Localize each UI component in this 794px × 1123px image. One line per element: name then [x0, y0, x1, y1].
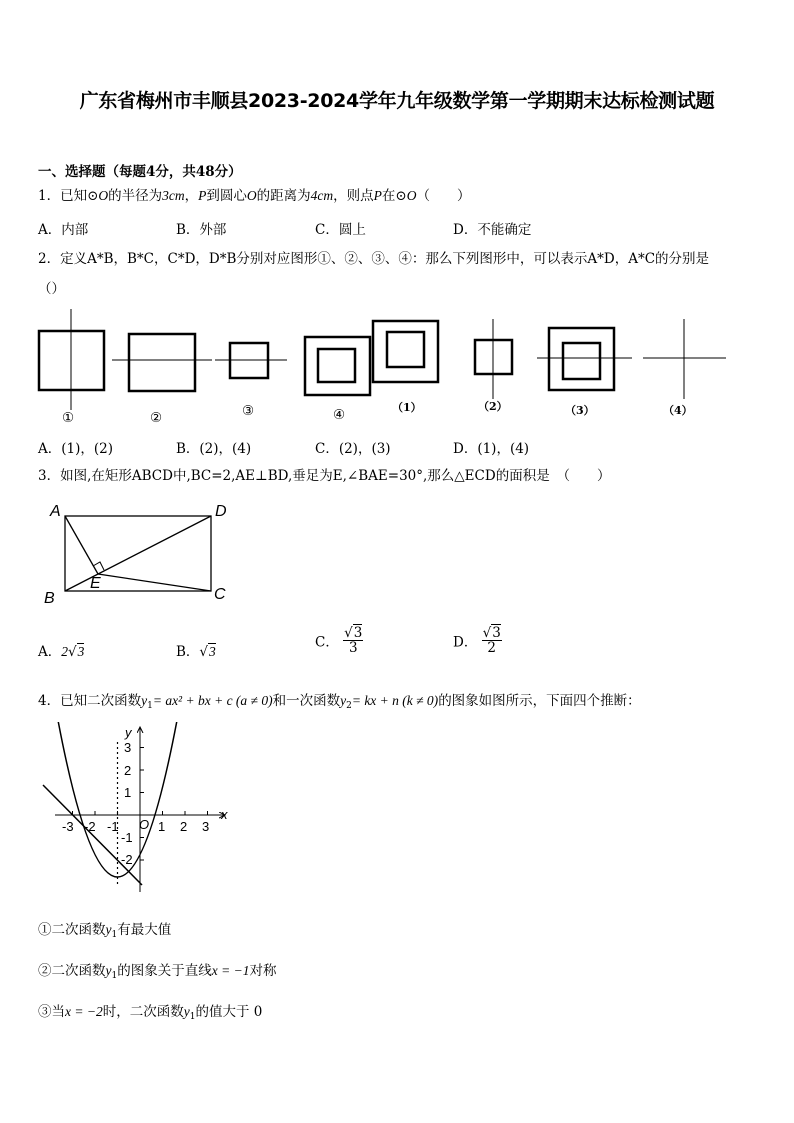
figure-label-c: （3）	[565, 404, 595, 417]
figure-label-d: （4）	[663, 404, 693, 417]
x-tick-label: -3	[62, 819, 74, 834]
q2-option-c[interactable]: C．(2)，(3)	[315, 441, 391, 457]
q1-option-a[interactable]: A．内部	[38, 222, 89, 238]
q4-text: 4．已知二次函数	[38, 693, 142, 709]
figure-a-outer	[373, 321, 438, 382]
option-prefix: D．	[453, 634, 478, 651]
q1-text: 到圆心	[206, 188, 247, 204]
segment-ae	[65, 516, 98, 574]
fraction	[343, 626, 363, 655]
question-1	[38, 187, 470, 205]
y-tick-label: 3	[124, 740, 132, 755]
sqrt-icon: √	[68, 644, 77, 660]
sqrt-icon: √	[482, 625, 492, 641]
option-prefix: A．	[38, 644, 62, 660]
label-b: B	[44, 590, 55, 607]
question-2-text: 2．定义A*B，B*C，C*D，D*B分别对应图形①、②、③、④：那么下列图形中，可以表示A*D，A*C的分别是	[38, 251, 710, 267]
x-tick-label: -2	[84, 819, 96, 834]
statement-1	[38, 921, 171, 944]
q3-option-b[interactable]	[176, 640, 216, 660]
var-y2: y	[340, 693, 347, 708]
label-d: D	[215, 503, 227, 520]
radius-value: 3cm	[162, 188, 185, 203]
option-prefix: B．	[176, 644, 200, 660]
figure-4-outer	[305, 337, 370, 395]
rectangle-figure	[30, 495, 250, 610]
var-o: O	[406, 188, 417, 203]
var-y1: y	[141, 693, 148, 708]
figure-a-inner	[387, 332, 424, 367]
var-p: P	[373, 188, 382, 203]
figure-label-2: ②	[150, 410, 163, 426]
q1-text: （ ）	[416, 188, 471, 204]
denominator: 2	[487, 640, 497, 656]
q1-option-c[interactable]: C．圆上	[315, 222, 366, 238]
statement-text: ①二次函数	[38, 922, 106, 938]
subscript: 1	[111, 971, 118, 981]
label-c: C	[214, 586, 226, 603]
figure-c-outer	[549, 328, 614, 390]
q2-option-d[interactable]: D．(1)，(4)	[453, 441, 530, 457]
option-prefix: C．	[315, 634, 339, 651]
q2-option-b[interactable]: B．(2)，(4)	[176, 441, 252, 457]
statement-text: 的图象关于直线	[117, 963, 212, 979]
statement-text: ②二次函数	[38, 963, 106, 979]
statement-text: 对称	[249, 963, 277, 979]
x-tick-label: 1	[158, 819, 166, 834]
label-a: A	[50, 503, 61, 520]
y-tick-label: -2	[121, 852, 133, 867]
origin-label: O	[139, 817, 150, 832]
figure-c-inner	[563, 343, 600, 379]
subscript: 2	[346, 701, 352, 711]
figure-2-rect	[129, 334, 195, 391]
statement-text: 时，二次函数	[102, 1004, 184, 1020]
equation: x = −2	[65, 1004, 103, 1019]
var-o: O	[246, 188, 257, 203]
q1-option-d[interactable]: D．不能确定	[453, 222, 532, 238]
label-e: E	[90, 575, 101, 592]
question-3-text: 3．如图,在矩形ABCD中,BC=2,AE⊥BD,垂足为E,∠BAE=30°,那么△ECD的面积是 （ ）	[38, 468, 611, 484]
q3-option-c[interactable]	[315, 626, 363, 655]
coefficient: 2	[61, 644, 68, 659]
q1-text: 1．已知⊙	[38, 188, 99, 204]
var-y1: y	[183, 1004, 190, 1019]
q1-text: ，则点	[333, 188, 374, 204]
subscript: 1	[189, 1012, 196, 1022]
figure-label-3: ③	[242, 403, 255, 419]
x-tick-label: 3	[202, 819, 210, 834]
q1-text: 的半径为	[108, 188, 163, 204]
question-2-paren: （）	[38, 281, 65, 297]
x-tick-label: -1	[107, 819, 119, 834]
var-p: P	[198, 188, 207, 203]
fraction	[482, 626, 502, 655]
page-title: 广东省梅州市丰顺县2023-2024学年九年级数学第一学期期末达标检测试题	[79, 90, 715, 112]
radicand: 3	[209, 644, 216, 659]
figure-label-a: （1）	[392, 401, 422, 414]
q2-option-a[interactable]: A．(1)，(2)	[38, 441, 113, 457]
sqrt-icon: √	[344, 625, 353, 641]
radicand: 3	[492, 625, 501, 641]
var-o: O	[98, 188, 109, 203]
subscript: 1	[147, 701, 153, 711]
quadratic-expression: = ax² + bx + c (a ≠ 0)	[152, 693, 273, 708]
section-heading: 一、选择题（每题4分，共48分）	[38, 164, 242, 180]
q4-text: 和一次函数	[272, 693, 341, 709]
q1-text: 的距离为	[256, 188, 311, 204]
sqrt-icon: √	[199, 644, 209, 660]
distance-value: 4cm	[310, 188, 334, 203]
figure-label-1: ①	[62, 410, 75, 426]
statement-text: 的值大于 0	[195, 1004, 263, 1020]
y-tick-label: 2	[124, 763, 132, 778]
question-4-text	[38, 692, 641, 715]
y-tick-label: -1	[121, 830, 133, 845]
statement-2	[38, 962, 276, 985]
var-y1: y	[105, 922, 112, 937]
q4-text: 的图象如图所示，下面四个推断：	[438, 693, 641, 709]
statement-text: 有最大值	[117, 922, 172, 938]
subscript: 1	[111, 930, 118, 940]
var-y1: y	[105, 963, 112, 978]
x-tick-label: 2	[180, 819, 188, 834]
q3-option-d[interactable]	[453, 626, 502, 655]
q3-option-a[interactable]	[38, 640, 84, 660]
radicand: 3	[353, 625, 363, 641]
q1-text: ，	[184, 188, 199, 204]
segment-ec	[98, 574, 211, 591]
statement-text: ③当	[38, 1004, 65, 1020]
figure-label-4: ④	[333, 407, 346, 423]
statement-3	[38, 1003, 262, 1026]
denominator: 3	[348, 640, 358, 656]
equation: x = −1	[211, 963, 250, 978]
radicand: 3	[77, 644, 85, 659]
function-graph	[30, 722, 240, 897]
y-axis-label: y	[125, 725, 132, 740]
q1-text: 在⊙	[381, 188, 407, 204]
figure-4-inner	[318, 349, 355, 382]
figure-label-b: （2）	[478, 400, 508, 413]
x-axis-label: x	[221, 807, 228, 822]
y-tick-label: 1	[124, 785, 132, 800]
q1-option-b[interactable]: B．外部	[176, 222, 227, 238]
linear-expression: = kx + n (k ≠ 0)	[351, 693, 439, 708]
